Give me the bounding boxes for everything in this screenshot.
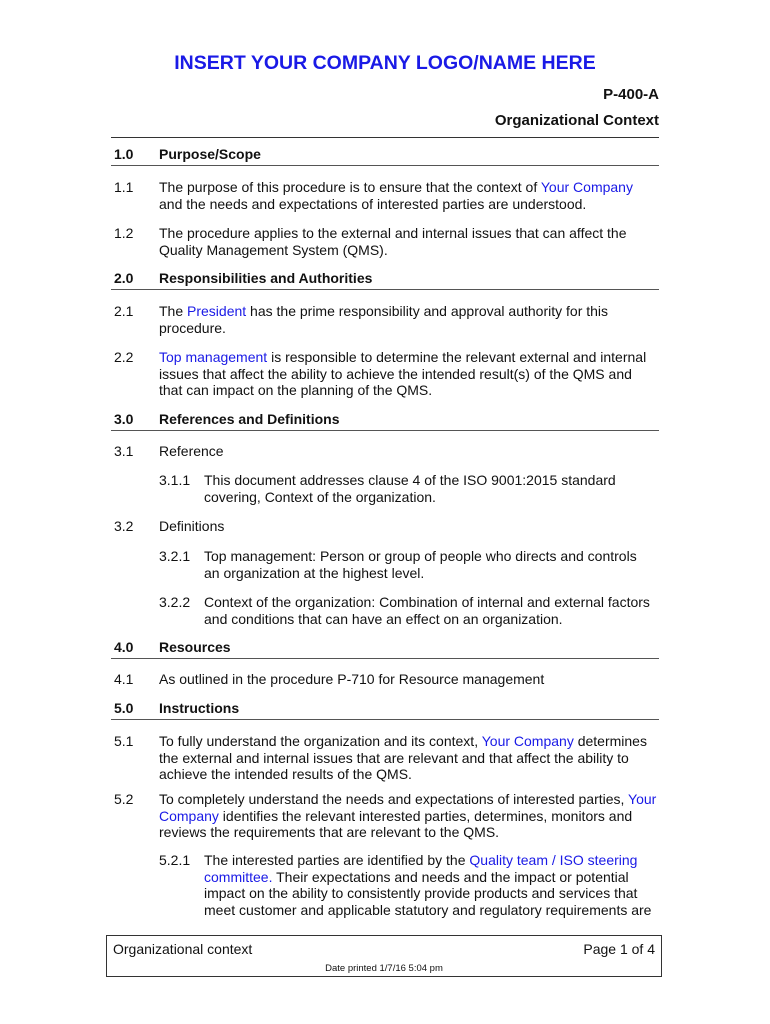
paragraph-text: Top management is responsible to determine the relevant external and internal issues that affect the ability to achieve the intended result(s) of the QMS and that can impact on the planning of the QMS. — [159, 349, 647, 398]
header-divider — [111, 137, 659, 138]
paragraph-text: The procedure applies to the external and internal issues that can affect the Quality Management System (QMS). — [159, 225, 627, 258]
section-divider — [111, 430, 659, 431]
section-number: 2.0 — [114, 270, 134, 286]
document-title: Organizational Context — [494, 112, 659, 129]
section-number: 1.0 — [114, 146, 134, 162]
paragraph-number: 3.2 — [114, 518, 134, 534]
company-placeholder: Your Company — [540, 179, 633, 195]
paragraph-text: Reference — [159, 443, 224, 459]
paragraph-text: As outlined in the procedure P-710 for Resource management — [159, 671, 545, 687]
paragraph-text: The interested parties are identified by the Quality team / ISO steering committee. Their expectations and needs and the impact or potential impact on the ability to consistently provide products and services that meet customer and applicable statutory and regulatory requirements are — [204, 852, 652, 918]
paragraph-number: 2.1 — [114, 303, 134, 319]
paragraph-text: Definitions — [159, 518, 225, 534]
document-number: P-400-A — [603, 86, 659, 103]
page-footer — [106, 935, 662, 977]
section-divider — [111, 165, 659, 166]
company-logo-placeholder: INSERT YOUR COMPANY LOGO/NAME HERE — [174, 52, 596, 74]
paragraph-text: To completely understand the needs and expectations of interested parties, Your Company identifies the relevant interested parties, determines, monitors and reviews the requirements that are relevant to the QMS. — [159, 791, 657, 840]
paragraph-number: 3.1 — [114, 443, 134, 459]
section-number: 5.0 — [114, 700, 134, 716]
paragraph-number: 5.2.1 — [159, 852, 191, 868]
paragraph-text: Top management: Person or group of people who directs and controls an organization at the highest level. — [204, 548, 637, 581]
footer-doc-title: Organizational context — [113, 941, 253, 957]
paragraph-number: 3.2.2 — [159, 594, 191, 610]
paragraph-number: 3.1.1 — [159, 472, 191, 488]
paragraph-text: The purpose of this procedure is to ensure that the context of Your Company and the needs and expectations of interested parties are understood. — [159, 179, 633, 212]
paragraph-number: 1.2 — [114, 225, 134, 241]
paragraph-number: 2.2 — [114, 349, 134, 365]
role-placeholder: Top management — [159, 349, 268, 365]
paragraph-text: This document addresses clause 4 of the ISO 9001:2015 standard covering, Context of the organization. — [204, 472, 616, 505]
paragraph-number: 3.2.1 — [159, 548, 191, 564]
company-placeholder: Your Company — [159, 791, 657, 824]
paragraph-number: 5.2 — [114, 791, 134, 807]
section-title: References and Definitions — [159, 411, 340, 427]
print-date: Date printed 1/7/16 5:04 pm — [325, 963, 443, 974]
section-title: Resources — [159, 639, 231, 655]
section-divider — [111, 719, 659, 720]
company-placeholder: Your Company — [481, 733, 574, 749]
paragraph-text: The President has the prime responsibility and approval authority for this procedure. — [159, 303, 609, 336]
paragraph-text: To fully understand the organization and its context, Your Company determines the external and internal issues that are relevant and that affect the ability to achieve the intended results of the QMS. — [159, 733, 647, 782]
section-divider — [111, 658, 659, 659]
page-indicator: Page 1 of 4 — [583, 941, 655, 957]
section-number: 3.0 — [114, 411, 134, 427]
role-placeholder: President — [187, 303, 247, 319]
section-title: Purpose/Scope — [159, 146, 261, 162]
paragraph-text: Context of the organization: Combination of internal and external factors and conditions that can have an effect on an organization. — [204, 594, 650, 627]
paragraph-number: 1.1 — [114, 179, 134, 195]
section-divider — [111, 289, 659, 290]
section-title: Responsibilities and Authorities — [159, 270, 373, 286]
paragraph-number: 5.1 — [114, 733, 134, 749]
section-title: Instructions — [159, 700, 240, 716]
section-number: 4.0 — [114, 639, 134, 655]
paragraph-number: 4.1 — [114, 671, 134, 687]
team-placeholder: Quality team / ISO steering committee. — [204, 852, 638, 885]
